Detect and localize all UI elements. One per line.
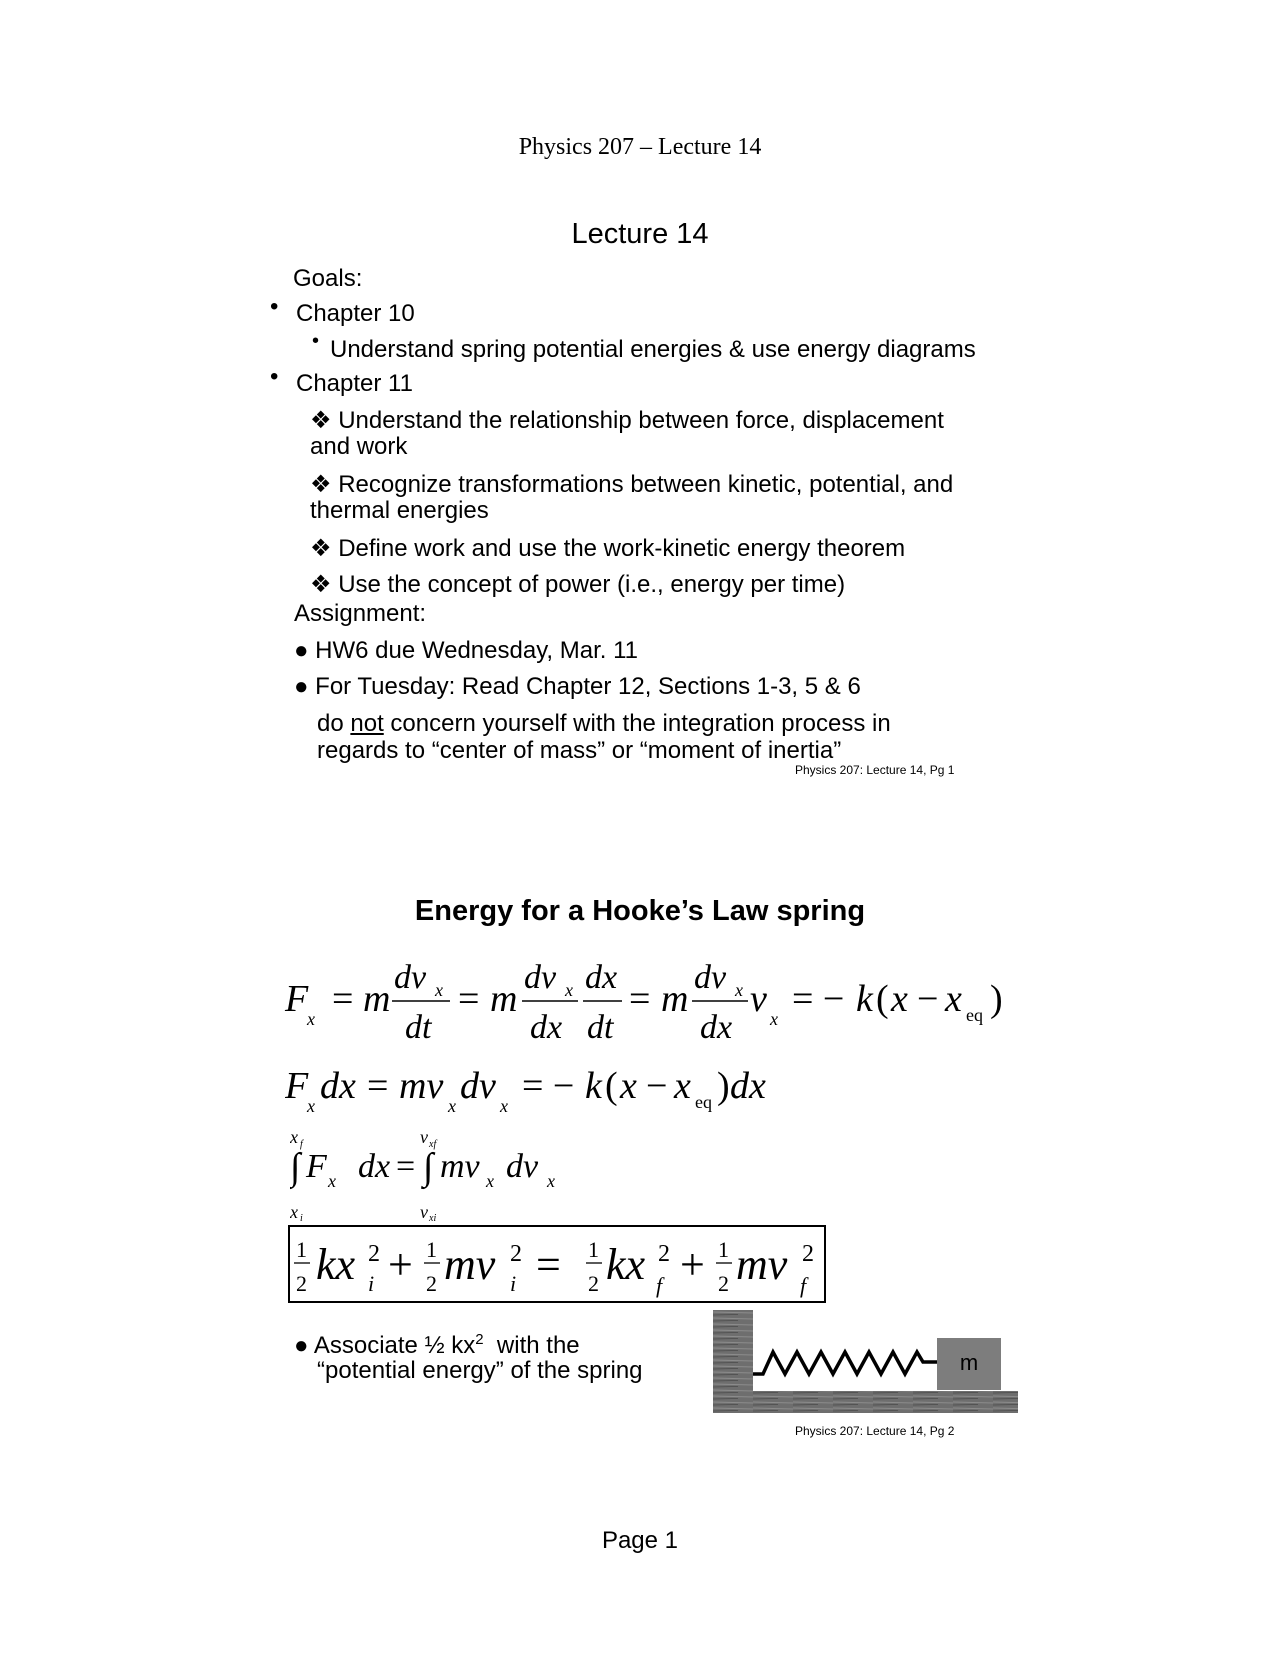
assignment-item-1: ● HW6 due Wednesday, Mar. 11 [294, 637, 638, 664]
svg-text:(: ( [876, 978, 889, 1020]
assignment-label: Assignment: [294, 600, 427, 627]
svg-text:mv: mv [440, 1148, 480, 1185]
svg-text:m: m [363, 978, 391, 1020]
page-footer: Page 1 [601, 1527, 679, 1554]
svg-text:x: x [945, 978, 962, 1020]
svg-text:= −: = − [792, 978, 845, 1020]
svg-text:m: m [661, 978, 689, 1020]
svg-text:x: x [290, 1202, 298, 1222]
spring [753, 1352, 938, 1374]
svg-text:F: F [306, 1148, 327, 1185]
document-header: Physics 207 – Lecture 14 [518, 134, 762, 160]
svg-text:2: 2 [510, 1241, 522, 1267]
svg-text:F: F [285, 1065, 309, 1107]
svg-text:dx: dx [730, 1065, 766, 1107]
svg-text:dx: dx [530, 1009, 563, 1046]
svg-text:x: x [486, 1171, 494, 1191]
bullet-icon: ● [294, 1332, 309, 1359]
svg-text:1: 1 [296, 1237, 307, 1262]
svg-text:v: v [420, 1202, 428, 1222]
slide2-page-label: Physics 207: Lecture 14, Pg 2 [795, 1424, 955, 1438]
svg-text:i: i [368, 1271, 375, 1296]
svg-text:2: 2 [296, 1271, 307, 1296]
svg-text:2: 2 [426, 1271, 437, 1296]
svg-text:eq: eq [966, 1005, 983, 1025]
svg-text:=: = [458, 978, 480, 1020]
svg-text:=: = [396, 1148, 416, 1185]
svg-text:i: i [300, 1213, 303, 1224]
svg-text:kx: kx [316, 1240, 356, 1289]
svg-text:eq: eq [695, 1092, 712, 1112]
svg-text:2: 2 [658, 1241, 670, 1267]
diamond-bullet-icon: ❖ [310, 471, 332, 498]
svg-text:x: x [290, 1127, 298, 1147]
svg-text:k: k [585, 1065, 602, 1107]
diamond-bullet-icon: ❖ [310, 571, 332, 598]
svg-text:x: x [770, 1009, 778, 1029]
bullet-icon: ● [294, 673, 309, 700]
svg-text:k: k [856, 978, 873, 1020]
chapter11-label: Chapter 11 [296, 370, 413, 397]
bullet-icon: • [270, 293, 279, 320]
svg-text:−: − [646, 1065, 668, 1107]
svg-text:dv: dv [460, 1065, 496, 1107]
svg-text:x: x [328, 1171, 336, 1191]
chapter10-item: Understand spring potential energies & use energy diagrams [330, 336, 976, 363]
svg-text:mv: mv [736, 1240, 788, 1289]
svg-text:m: m [490, 978, 518, 1020]
svg-text:+: + [388, 1240, 413, 1289]
svg-text:dv: dv [694, 959, 727, 996]
chapter11-item-1-cont: and work [310, 433, 408, 460]
svg-text:x: x [448, 1096, 456, 1116]
svg-text:dt: dt [587, 1009, 614, 1046]
mass-label: m [959, 1350, 979, 1375]
svg-text:dx: dx [320, 1065, 356, 1107]
svg-text:=: = [629, 978, 651, 1020]
svg-text:2: 2 [718, 1271, 729, 1296]
svg-text:xi: xi [429, 1213, 437, 1224]
svg-text:2: 2 [368, 1241, 380, 1267]
svg-text:kx: kx [606, 1240, 646, 1289]
svg-text:1: 1 [588, 1237, 599, 1262]
svg-text:): ) [717, 1065, 730, 1107]
svg-text:): ) [990, 978, 1003, 1020]
diamond-bullet-icon: ❖ [310, 407, 332, 434]
svg-text:(: ( [605, 1065, 618, 1107]
svg-text:f: f [800, 1273, 807, 1298]
svg-text:=: = [536, 1240, 561, 1289]
svg-text:f: f [300, 1139, 303, 1150]
diamond-bullet-icon: ❖ [310, 535, 332, 562]
equation-energy-conservation [288, 1225, 828, 1305]
svg-text:x: x [307, 1096, 315, 1116]
chapter11-item-2-cont: thermal energies [310, 497, 489, 524]
svg-text:x: x [891, 978, 908, 1020]
svg-text:mv: mv [399, 1065, 444, 1107]
floor [713, 1391, 1018, 1413]
svg-text:x: x [620, 1065, 637, 1107]
svg-text:1: 1 [426, 1237, 437, 1262]
svg-text:x: x [547, 1171, 555, 1191]
svg-text:dv: dv [524, 959, 557, 996]
svg-text:x: x [435, 980, 443, 1000]
assignment-item-2: ● For Tuesday: Read Chapter 12, Sections 1-3, 5 & 6 [294, 673, 861, 700]
svg-text:dt: dt [405, 1009, 432, 1046]
reading-note-cont: regards to “center of mass” or “moment of inertia” [317, 737, 842, 764]
svg-text:=: = [367, 1065, 389, 1107]
svg-text:2: 2 [802, 1241, 814, 1267]
bullet-icon: • [312, 330, 320, 352]
reading-note: do not concern yourself with the integration process in [317, 710, 891, 737]
svg-text:F: F [285, 978, 309, 1020]
svg-text:f: f [656, 1273, 663, 1298]
svg-text:2: 2 [588, 1271, 599, 1296]
svg-text:dx: dx [700, 1009, 733, 1046]
svg-text:x: x [500, 1096, 508, 1116]
svg-text:1: 1 [718, 1237, 729, 1262]
svg-text:v: v [750, 978, 767, 1020]
svg-text:dv: dv [506, 1148, 539, 1185]
svg-text:= −: = − [522, 1065, 575, 1107]
svg-text:dv: dv [394, 959, 427, 996]
chapter11-item-4: ❖ Use the concept of power (i.e., energy per time) [310, 571, 846, 598]
svg-text:x: x [735, 980, 743, 1000]
emphasis-not: not [350, 710, 384, 737]
svg-text:−: − [917, 978, 939, 1020]
svg-text:mv: mv [444, 1240, 496, 1289]
slide1-page-label: Physics 207: Lecture 14, Pg 1 [795, 763, 955, 777]
spring-mass-diagram [713, 1310, 1018, 1413]
equation-force-chain [280, 955, 1020, 1060]
chapter11-item-2: ❖ Recognize transformations between kinetic, potential, and [310, 471, 954, 498]
chapter11-item-1: ❖ Understand the relationship between force, displacement [310, 407, 944, 434]
associate-bullet: ● Associate ½ $kx^2$ with the [294, 1331, 580, 1359]
slide1-title: Lecture 14 [571, 218, 709, 250]
svg-text:+: + [680, 1240, 705, 1289]
svg-text:x: x [307, 1009, 315, 1029]
svg-text:dx: dx [358, 1148, 391, 1185]
svg-text:=: = [332, 978, 354, 1020]
slide2-title: Energy for a Hooke’s Law spring [414, 895, 866, 927]
svg-text:i: i [510, 1271, 517, 1296]
equation-integral [290, 1125, 610, 1225]
svg-text:∫: ∫ [290, 1146, 301, 1188]
bullet-icon: ● [294, 637, 309, 664]
chapter11-item-3: ❖ Define work and use the work-kinetic energy theorem [310, 535, 906, 562]
bullet-icon: • [270, 363, 279, 390]
svg-text:x: x [565, 980, 573, 1000]
goals-label: Goals: [293, 265, 363, 292]
equation-differential [285, 1060, 785, 1120]
svg-text:∫: ∫ [423, 1146, 434, 1188]
svg-text:dx: dx [585, 959, 618, 996]
svg-text:v: v [420, 1127, 428, 1147]
svg-text:x: x [674, 1065, 691, 1107]
svg-text:xf: xf [429, 1139, 437, 1150]
associate-bullet-cont: “potential energy” of the spring [317, 1357, 643, 1384]
chapter10-label: Chapter 10 [296, 300, 415, 327]
